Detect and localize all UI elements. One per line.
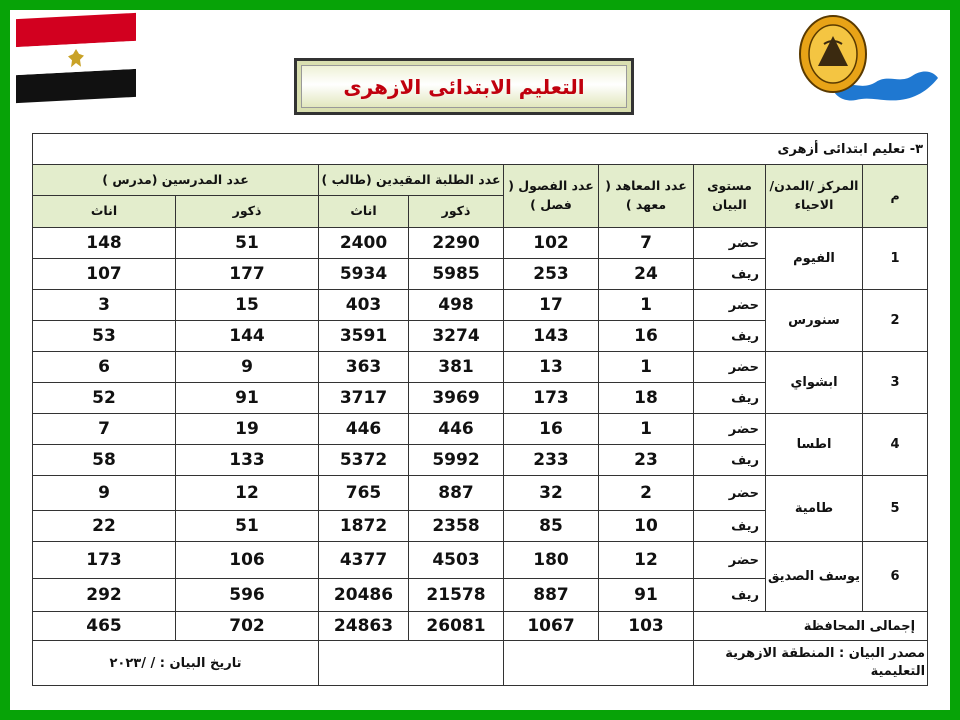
cell-students-female: 403 [319, 290, 409, 321]
cell-institutes: 7 [599, 228, 694, 259]
cell-teachers-female: 3 [33, 290, 176, 321]
cell-institutes: 1 [599, 290, 694, 321]
total-classes: 1067 [504, 612, 599, 641]
cell-index: 1 [863, 228, 928, 290]
cell-level: حضر [694, 290, 766, 321]
cell-students-female: 5372 [319, 445, 409, 476]
cell-institutes: 18 [599, 383, 694, 414]
cell-students-female: 5934 [319, 259, 409, 290]
header-students: عدد الطلبة المقيدين (طالب ) [319, 165, 504, 196]
cell-classes: 253 [504, 259, 599, 290]
cell-index: 5 [863, 476, 928, 542]
total-students-male: 26081 [409, 612, 504, 641]
total-teachers-male: 702 [176, 612, 319, 641]
cell-students-female: 1872 [319, 511, 409, 542]
cell-level: ريف [694, 259, 766, 290]
cell-level: ريف [694, 511, 766, 542]
cell-level: ريف [694, 579, 766, 612]
cell-institutes: 1 [599, 352, 694, 383]
cell-classes: 143 [504, 321, 599, 352]
cell-classes: 173 [504, 383, 599, 414]
cell-city: طامية [766, 476, 863, 542]
cell-students-male: 21578 [409, 579, 504, 612]
cell-students-male: 4503 [409, 542, 504, 579]
cell-students-female: 765 [319, 476, 409, 511]
cell-classes: 16 [504, 414, 599, 445]
cell-students-male: 5992 [409, 445, 504, 476]
cell-students-female: 363 [319, 352, 409, 383]
cell-index: 3 [863, 352, 928, 414]
header-institutes: عدد المعاهد ( معهد ) [599, 165, 694, 228]
cell-classes: 17 [504, 290, 599, 321]
header-classes: عدد الفصول ( فصل ) [504, 165, 599, 228]
cell-index: 6 [863, 542, 928, 612]
cell-teachers-male: 12 [176, 476, 319, 511]
cell-classes: 180 [504, 542, 599, 579]
cell-students-male: 2290 [409, 228, 504, 259]
cell-students-female: 4377 [319, 542, 409, 579]
cell-level: ريف [694, 445, 766, 476]
cell-students-male: 3969 [409, 383, 504, 414]
cell-level: حضر [694, 542, 766, 579]
cell-students-female: 3717 [319, 383, 409, 414]
cell-students-male: 381 [409, 352, 504, 383]
cell-teachers-male: 91 [176, 383, 319, 414]
cell-students-male: 3274 [409, 321, 504, 352]
total-label: إجمالى المحافظة [694, 612, 928, 641]
cell-level: حضر [694, 228, 766, 259]
header-index: م [863, 165, 928, 228]
cell-students-male: 887 [409, 476, 504, 511]
cell-teachers-female: 52 [33, 383, 176, 414]
cell-level: حضر [694, 414, 766, 445]
cell-students-male: 498 [409, 290, 504, 321]
header-level: مستوى البيان [694, 165, 766, 228]
cell-teachers-male: 51 [176, 228, 319, 259]
title-box [294, 58, 634, 115]
cell-teachers-female: 148 [33, 228, 176, 259]
cell-teachers-female: 7 [33, 414, 176, 445]
cell-institutes: 24 [599, 259, 694, 290]
cell-city: الفيوم [766, 228, 863, 290]
cell-city: اطسا [766, 414, 863, 476]
cell-teachers-female: 173 [33, 542, 176, 579]
cell-teachers-male: 106 [176, 542, 319, 579]
total-students-female: 24863 [319, 612, 409, 641]
cell-level: ريف [694, 321, 766, 352]
azhar-emblem-icon [798, 14, 868, 94]
footer-empty-cell [504, 641, 694, 686]
cell-teachers-female: 58 [33, 445, 176, 476]
data-source: مصدر البيان : المنطقة الازهرية التعليمية [694, 641, 928, 686]
cell-city: ابشواي [766, 352, 863, 414]
cell-students-male: 2358 [409, 511, 504, 542]
cell-institutes: 1 [599, 414, 694, 445]
cell-students-female: 2400 [319, 228, 409, 259]
total-teachers-female: 465 [33, 612, 176, 641]
cell-teachers-male: 133 [176, 445, 319, 476]
cell-level: حضر [694, 476, 766, 511]
cell-teachers-male: 51 [176, 511, 319, 542]
cell-teachers-female: 9 [33, 476, 176, 511]
cell-classes: 102 [504, 228, 599, 259]
section-title: ٣- تعليم ابتدائى أزهرى [33, 134, 928, 165]
footer-empty-cell [319, 641, 504, 686]
cell-classes: 13 [504, 352, 599, 383]
egypt-flag-icon [16, 13, 136, 103]
cell-classes: 32 [504, 476, 599, 511]
cell-institutes: 16 [599, 321, 694, 352]
cell-teachers-male: 596 [176, 579, 319, 612]
header-teachers: عدد المدرسين (مدرس ) [33, 165, 319, 196]
cell-teachers-male: 177 [176, 259, 319, 290]
cell-students-male: 5985 [409, 259, 504, 290]
cell-teachers-male: 9 [176, 352, 319, 383]
cell-classes: 85 [504, 511, 599, 542]
cell-institutes: 91 [599, 579, 694, 612]
cell-level: ريف [694, 383, 766, 414]
header-teachers-male: ذكور [176, 196, 319, 228]
cell-city: يوسف الصديق [766, 542, 863, 612]
cell-students-female: 446 [319, 414, 409, 445]
cell-teachers-female: 53 [33, 321, 176, 352]
cell-index: 4 [863, 414, 928, 476]
header-students-male: ذكور [409, 196, 504, 228]
cell-city: سنورس [766, 290, 863, 352]
cell-teachers-male: 19 [176, 414, 319, 445]
cell-institutes: 2 [599, 476, 694, 511]
header-center: المركز /المدن/الاحياء [766, 165, 863, 228]
cell-institutes: 10 [599, 511, 694, 542]
cell-institutes: 23 [599, 445, 694, 476]
cell-institutes: 12 [599, 542, 694, 579]
cell-students-female: 20486 [319, 579, 409, 612]
cell-index: 2 [863, 290, 928, 352]
cell-teachers-male: 15 [176, 290, 319, 321]
cell-teachers-female: 6 [33, 352, 176, 383]
cell-level: حضر [694, 352, 766, 383]
cell-students-male: 446 [409, 414, 504, 445]
education-table [32, 133, 928, 686]
cell-teachers-male: 144 [176, 321, 319, 352]
cell-classes: 233 [504, 445, 599, 476]
total-institutes: 103 [599, 612, 694, 641]
header-teachers-female: اناث [33, 196, 176, 228]
data-date: تاريخ البيان : / /٢٠٢٣ [33, 641, 319, 686]
cell-teachers-female: 292 [33, 579, 176, 612]
header-students-female: اناث [319, 196, 409, 228]
cell-teachers-female: 22 [33, 511, 176, 542]
page-title: التعليم الابتدائى الازهرى [301, 65, 627, 108]
cell-students-female: 3591 [319, 321, 409, 352]
cell-classes: 887 [504, 579, 599, 612]
cell-teachers-female: 107 [33, 259, 176, 290]
